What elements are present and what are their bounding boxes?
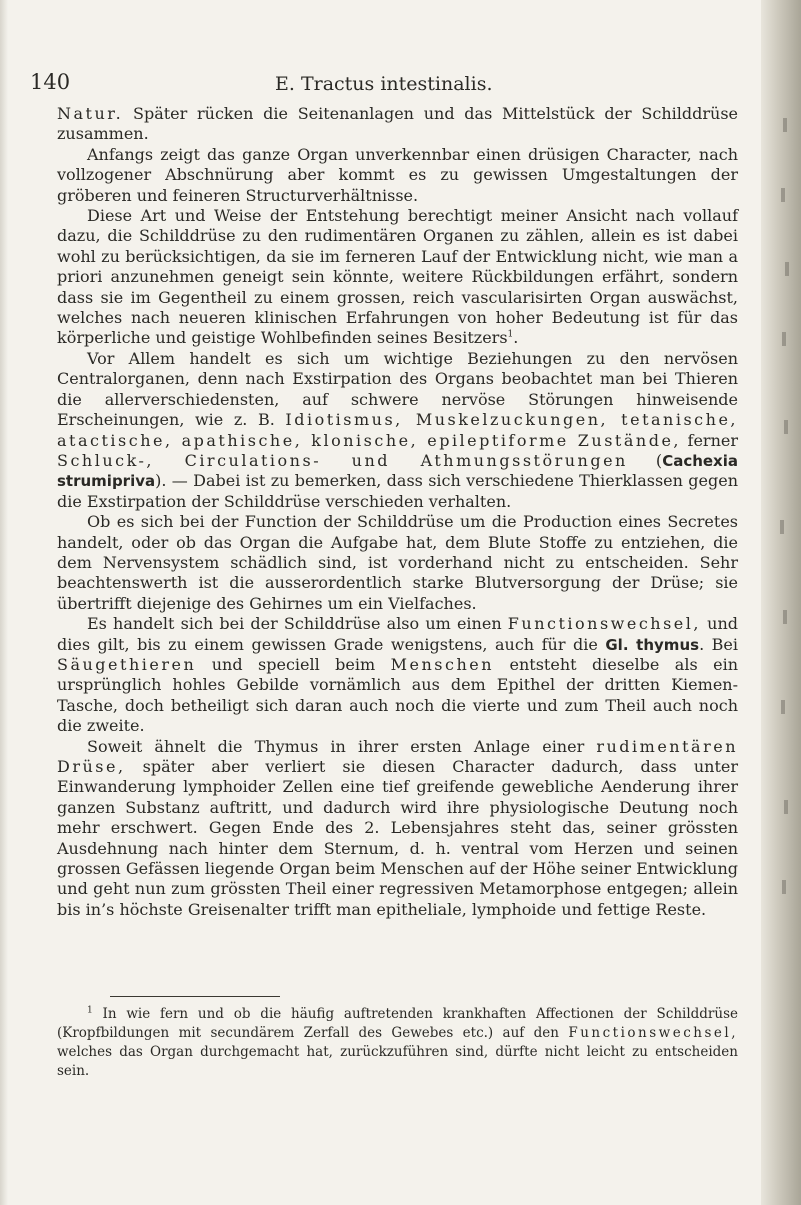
paragraph [57,104,738,145]
text-run: später aber verliert sie diesen Character dadurch, dass unter Einwanderung lymphoider Zellen eine tief greifende gewebliche Aenderung ihrer ganzen Substanz auftritt, und dadurch wird ihre physiologische Deutung noch mehr erschwert. Gegen Ende des 2. Lebensjahres steht das, seiner grössten Ausdehnung nach hinter dem Sternum, d. h. ventral vom Herzen und seinen grossen Gefässen liegende Organ beim Menschen auf der Höhe seiner Entwicklung und geht nun zum grössten Theil einer regressiven Metamorphose entgegen; allein bis in’s höchste Greisenalter trifft man epitheliale, lymphoide und fettige Reste. [57,757,738,919]
spaced-term: Natur. [57,104,124,123]
text-run: Anfangs zeigt das ganze Organ unverkennbar einen drüsigen Character, nach vollzogener Abschnürung aber kommt es zu gewissen Umgestaltungen der gröberen und feineren Structurverhältnisse. [57,144,738,205]
edge-glyph-fragment [783,610,787,624]
edge-glyph-fragment [782,332,786,346]
footnote-rule [110,996,280,997]
text-run: Diese Art und Weise der Entstehung berechtigt meiner Ansicht nach vollauf dazu, die Schilddrüse zu den rudimentären Organen zu zählen, allein es ist dabei wohl zu berücksichtigen, da sie im ferneren Lauf der Entwicklung nicht, wie man a priori anzunehmen geneigt sein könnte, weitere Rückbildungen erfährt, sondern dass sie im Gegentheil zu einem grossen, reich vascularisirten Organ auswächst, welches nach neueren klinischen Erfahrungen von hoher Bedeutung ist für das körperliche und geistige Wohlbefinden seines Besitzers [57,206,738,348]
text-run: ( [627,450,663,470]
text-run: . Bei [699,634,739,654]
spaced-term: Idiotismus, Muskelzuckungen, tetanische, atactische, apathische, klonische, epileptiforme Zustände, [57,410,739,450]
text-run: welches das Organ durchgemacht hat, zurückzuführen sind, dürfte nicht leicht zu entscheiden sein. [57,1044,738,1079]
body-text [57,104,738,920]
paragraph [57,349,738,512]
paragraph [57,145,738,206]
paragraph [57,614,738,736]
spaced-term: rudimentären Drüse, [57,736,738,776]
spaced-term: Schluck-, Circulations- und Athmungsstörungen [57,450,628,470]
text-run: Ob es sich bei der Function der Schilddrüse um die Production eines Secretes handelt, oder ob das Organ die Aufgabe hat, dem Blute Stoffe zu entziehen, die dem Nervensystem schädlich sind, ist vorderhand nicht zu entscheiden. Sehr beachtenswerth ist die ausserordentlich starke Blutversorgung der Drüse; sie übertrifft diejenige des Gehirnes um ein Vielfaches. [57,512,738,613]
edge-glyph-fragment [783,118,787,132]
spaced-term: Säugethieren [57,654,197,674]
text-run: Später rücken die Seitenanlagen und das Mittelstück der Schilddrüse zusammen. [57,104,738,144]
spaced-term: Functionswechsel, [568,1025,738,1041]
edge-glyph-fragment [785,262,789,276]
edge-glyph-fragment [782,880,786,894]
text-run: ). — Dabei ist zu bemerken, dass sich verschiedene Thierklassen gegen die Exstirpation der Schilddrüse verschieden verhalten. [57,471,738,511]
paragraph [57,206,738,349]
edge-glyph-fragment [784,420,788,434]
footnote [57,1005,738,1081]
edge-glyph-fragment [781,700,785,714]
page-gutter [0,0,8,1205]
text-run: Soweit ähnelt die Thymus in ihrer ersten Anlage einer [87,736,597,756]
adjacent-page-edge [761,0,801,1205]
text-run: Vor Allem handelt es sich um wichtige Beziehungen zu den nervösen Centralorganen, denn nach Exstirpation des Organs beobachtet man bei Thieren die allerverschiedensten, auf schwere nervöse Störungen hinweisende Erscheinungen, wie z. B. [57,348,738,430]
edge-glyph-fragment [784,800,788,814]
footnote-marker: 1 [87,1005,93,1016]
text-run: entsteht dieselbe als ein ursprünglich hohles Gebilde vornämlich aus dem Epithel der dritten Kiemen-Tasche, doch betheiligt sich daran auch noch die vierte und zum Theil auch noch die zweite. [57,654,738,736]
text-run: Es handelt sich bei der Schilddrüse also um einen [87,614,508,634]
spaced-term: Menschen [390,654,495,674]
bold-term: Cachexia strumipriva [57,451,739,491]
page-header [30,70,750,100]
text-run: und speciell beim [196,654,391,674]
text-run: . [513,328,519,348]
bold-term: Gl. thymus [605,635,700,654]
paragraph [57,512,738,614]
page-number: 140 [30,70,71,94]
text-run: und dies gilt, bis zu einem gewissen Grade wenigstens, auch für die [57,614,739,654]
edge-glyph-fragment [781,188,785,202]
footnote-marker: 1 [507,330,514,341]
text-run: In wie fern und ob die häufig auftretenden krankhaften Affectionen der Schilddrüse (Kropfbildungen mit secundärem Zerfall des Gewebes etc.) auf den [57,1006,738,1041]
edge-glyph-fragment [780,520,784,534]
spaced-term: Functionswechsel, [507,614,701,634]
paragraph [57,737,738,921]
running-title: E. Tractus intestinalis. [275,73,493,95]
text-run: ferner [681,430,739,450]
